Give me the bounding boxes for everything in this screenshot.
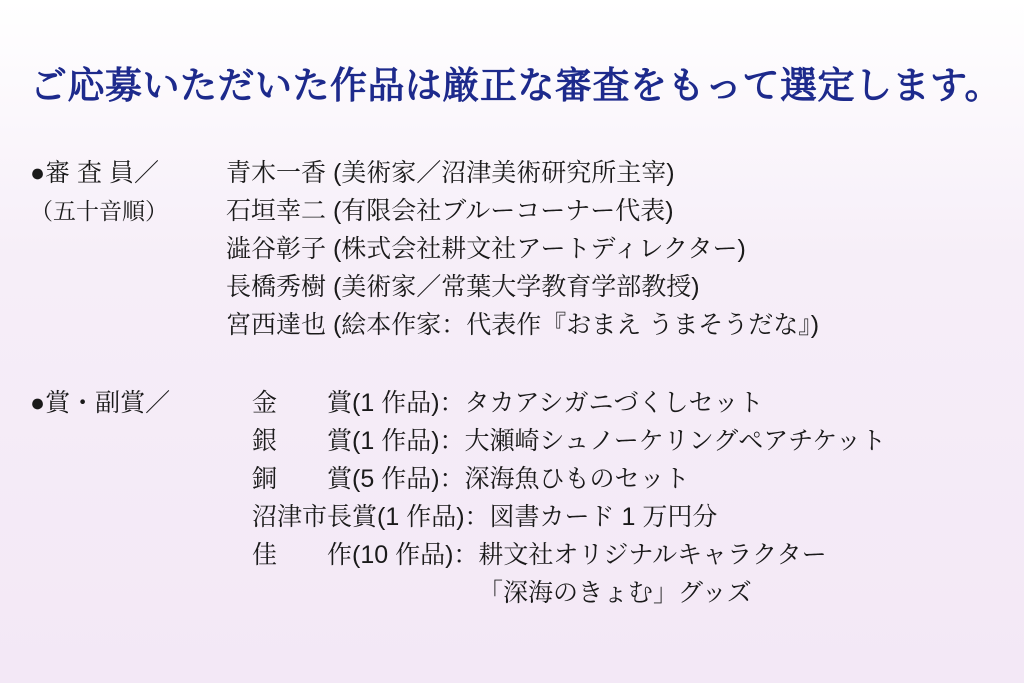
- prize-count-4: (1 作品): [377, 503, 465, 532]
- prize-row: [30, 536, 994, 574]
- prize-reward-1: ：タカアシガニづくしセット: [439, 389, 764, 418]
- prize-row: [30, 460, 994, 498]
- prize-reward-2: ：大瀬崎シュノーケリングペアチケット: [439, 427, 887, 456]
- prize-reward-5: ：耕文社オリジナルキャラクター: [453, 541, 827, 570]
- judges-row: [30, 268, 994, 306]
- judges-row: [30, 306, 994, 344]
- judges-label: ●審 査 員／: [30, 159, 159, 188]
- judge-name-2: 石垣幸二 (有限会社ブルーコーナー代表): [226, 197, 674, 226]
- prize-row: [30, 384, 994, 422]
- judges-row: [30, 154, 994, 192]
- prize-count-1: (1 作品): [352, 389, 440, 418]
- page-title: ご応募いただいた作品は厳正な審査をもって選定します。: [30, 65, 1003, 106]
- prize-name-3: 銅 賞: [252, 465, 353, 494]
- judge-name-5: 宮西達也 (絵本作家：代表作『おまえ うまそうだな』): [226, 311, 820, 340]
- prize-reward-continuation: 「深海のきょむ」グッズ: [478, 579, 752, 608]
- judges-section: [30, 154, 994, 344]
- prize-reward-3: ：深海魚ひものセット: [439, 465, 690, 494]
- prizes-label: ●賞・副賞／: [30, 389, 171, 418]
- judges-row: [30, 230, 994, 268]
- prize-reward-4: ：図書カード 1 万円分: [464, 503, 718, 532]
- prize-row: [30, 498, 994, 536]
- judges-row: [30, 192, 994, 230]
- prize-count-3: (5 作品): [352, 465, 440, 494]
- prize-row-continuation: [30, 574, 994, 612]
- prize-name-2: 銀 賞: [252, 427, 353, 456]
- prize-name-4: 沼津市長賞: [252, 503, 378, 532]
- judge-name-4: 長橋秀樹 (美術家／常葉大学教育学部教授): [226, 273, 700, 302]
- judge-name-1: 青木一香 (美術家／沼津美術研究所主宰): [226, 159, 675, 188]
- prize-name-5: 佳 作: [252, 541, 353, 570]
- prize-count-5: (10 作品): [352, 541, 454, 570]
- prize-name-1: 金 賞: [252, 389, 353, 418]
- prize-count-2: (1 作品): [352, 427, 440, 456]
- judge-name-3: 澁谷彰子 (株式会社耕文社アートディレクター): [226, 235, 746, 264]
- prize-row: [30, 422, 994, 460]
- prizes-section: [30, 384, 994, 612]
- judges-order-note: （五十音順）: [30, 198, 168, 225]
